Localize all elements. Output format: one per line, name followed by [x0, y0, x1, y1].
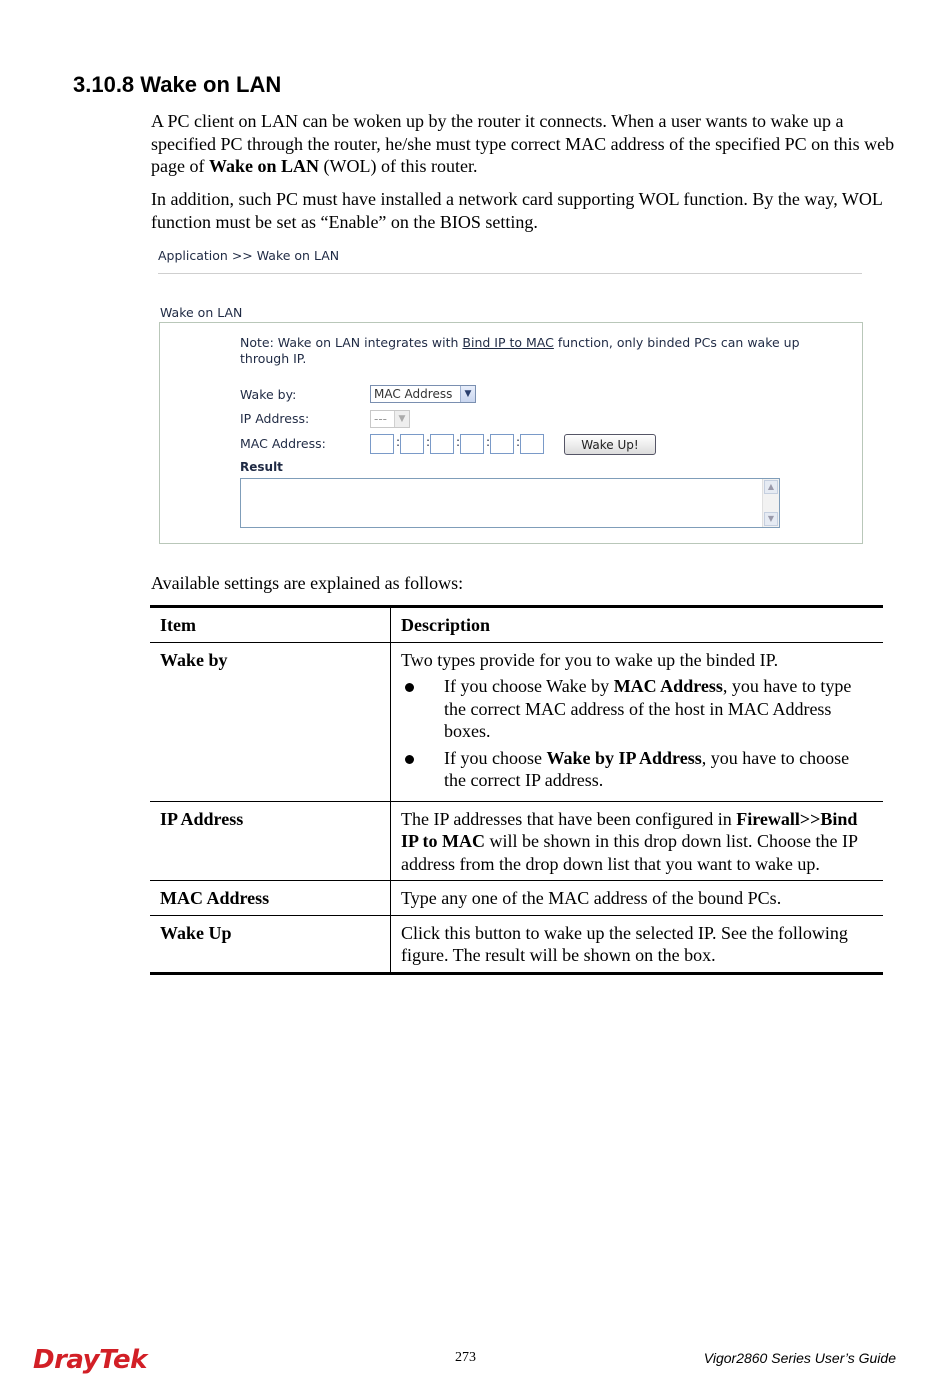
bullet-icon	[405, 683, 414, 692]
row-item: Wake by	[150, 642, 391, 801]
header-description: Description	[391, 607, 884, 643]
bullet-item: If you choose Wake by IP Address, you have to choose the correct IP address.	[401, 747, 873, 792]
bullet-icon	[405, 755, 414, 764]
ip-address-select[interactable]: --- ▼	[370, 410, 410, 428]
mac-separator: :	[486, 435, 491, 449]
guide-title: Vigor2860 Series User’s Guide	[703, 1350, 896, 1366]
chevron-down-icon: ▼	[394, 411, 409, 427]
table-row	[150, 642, 883, 801]
section-heading: 3.10.8 Wake on LAN	[73, 72, 282, 97]
wol-panel	[159, 322, 863, 544]
mac-octet-2-input[interactable]	[400, 434, 424, 454]
mac-octet-3-input[interactable]	[430, 434, 454, 454]
mac-octet-1-input[interactable]	[370, 434, 394, 454]
mac-separator: :	[426, 435, 431, 449]
available-settings-text: Available settings are explained as follows:	[151, 573, 464, 593]
mac-separator: :	[456, 435, 461, 449]
wake-up-button[interactable]: Wake Up!	[564, 434, 656, 455]
settings-table	[150, 605, 883, 975]
intro-paragraph-2: In addition, such PC must have installed a network card supporting WOL function. By the way, WOL function must be set as “Enable” on the BIOS setting.	[151, 189, 883, 232]
mac-separator: :	[396, 435, 401, 449]
mac-address-label: MAC Address:	[240, 436, 326, 451]
result-textarea[interactable]	[240, 478, 780, 528]
bullet-item: If you choose Wake by MAC Address, you have to type the correct MAC address of the host in MAC Address boxes.	[401, 675, 873, 743]
wake-by-select[interactable]: MAC Address ▼	[370, 385, 476, 403]
divider	[158, 273, 862, 274]
mac-octet-5-input[interactable]	[490, 434, 514, 454]
mac-separator: :	[516, 435, 521, 449]
result-label: Result	[240, 460, 283, 474]
chevron-down-icon: ▼	[460, 386, 475, 402]
scroll-up-icon[interactable]: ▲	[764, 480, 778, 494]
row-description: Click this button to wake up the selected IP. See the following figure. The result will be shown on the box.	[391, 915, 884, 973]
intro-paragraph-1: A PC client on LAN can be woken up by the router it connects. When a user wants to wake up a specified PC through the router, he/she must type correct MAC address of the specified PC on this web page of Wake on LAN (WOL) of this router.	[151, 111, 895, 176]
wol-screenshot	[158, 246, 864, 546]
scroll-down-icon[interactable]: ▼	[764, 512, 778, 526]
breadcrumb: Application >> Wake on LAN	[158, 248, 340, 263]
row-description: Type any one of the MAC address of the bound PCs.	[391, 881, 884, 916]
row-item: Wake Up	[150, 915, 391, 973]
row-description: Two types provide for you to wake up the binded IP. If you choose Wake by MAC Address, you have to type the correct MAC address of the host in MAC Address boxes. If you choose Wake by IP Address, you have to choose the correct IP address.	[391, 642, 884, 801]
ip-address-label: IP Address:	[240, 411, 310, 426]
note-text: Note: Wake on LAN integrates with Bind IP to MAC function, only binded PCs can wake up through IP.	[240, 335, 800, 366]
wake-by-label: Wake by:	[240, 387, 297, 402]
mac-octet-6-input[interactable]	[520, 434, 544, 454]
row-description: The IP addresses that have been configured in Firewall>>Bind IP to MAC will be shown in this drop down list. Choose the IP address from the drop down list that you want to wake up.	[391, 801, 884, 881]
table-row	[150, 881, 883, 916]
bind-ip-to-mac-link[interactable]: Bind IP to MAC	[462, 335, 554, 350]
result-scrollbar[interactable]	[762, 479, 779, 527]
draytek-logo: DrayTek	[33, 1345, 147, 1375]
panel-title: Wake on LAN	[160, 305, 243, 320]
row-item: MAC Address	[150, 881, 391, 916]
table-row	[150, 915, 883, 973]
header-item: Item	[150, 607, 391, 643]
mac-octet-4-input[interactable]	[460, 434, 484, 454]
page-number: 273	[455, 1350, 476, 1365]
table-row	[150, 801, 883, 881]
row-item: IP Address	[150, 801, 391, 881]
table-header-row	[150, 607, 883, 643]
